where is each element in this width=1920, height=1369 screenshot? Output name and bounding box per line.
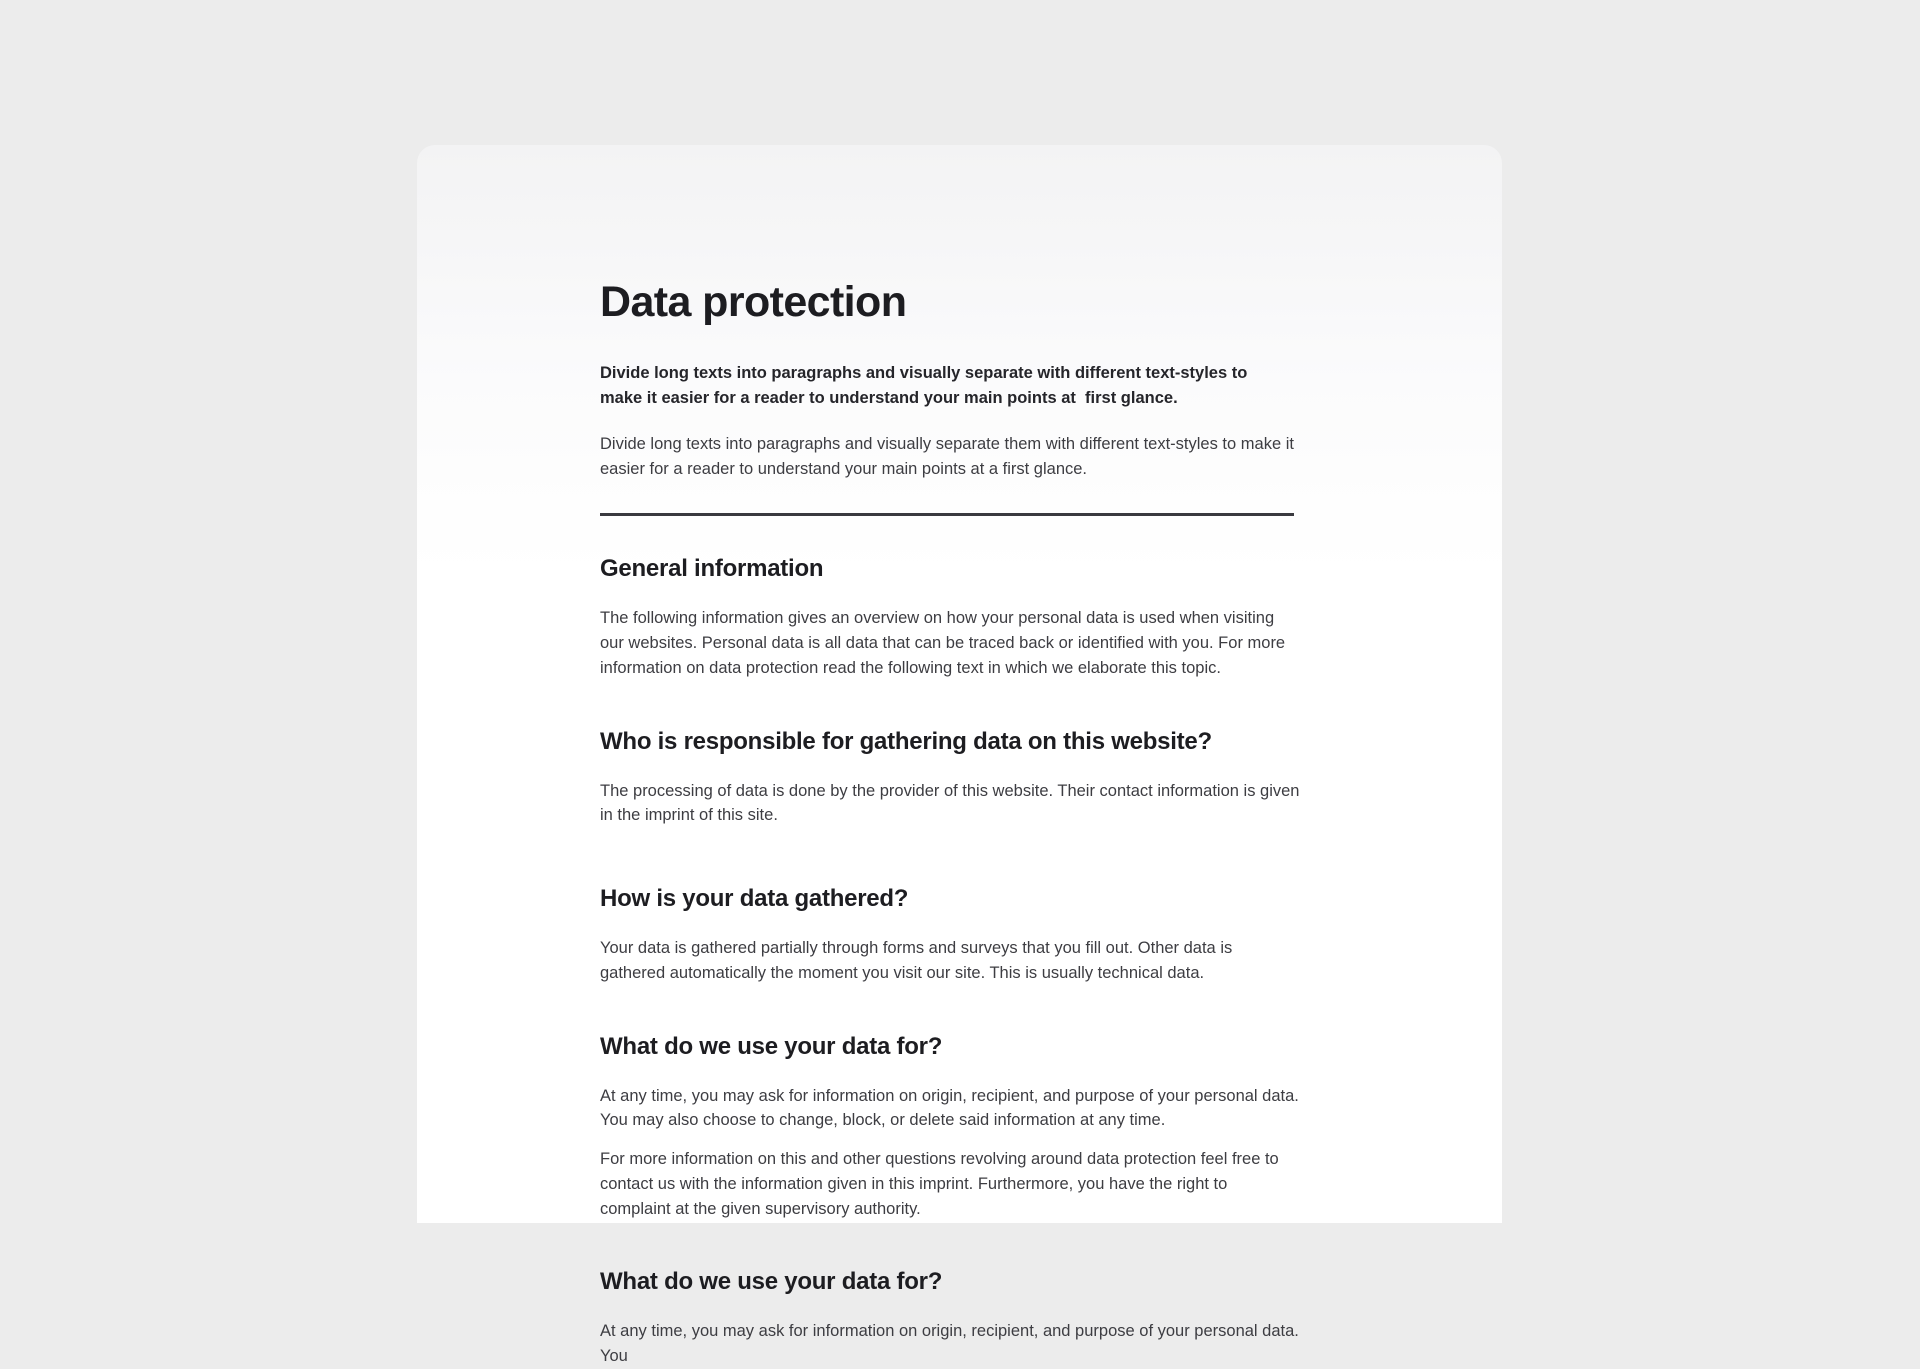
- paragraph: Your data is gathered partially through forms and surveys that you fill out. Other data is gathered automatically the moment you visit our site. This is usually technical data.: [600, 939, 1233, 982]
- card-header-space: [417, 145, 1502, 262]
- document-content: [417, 262, 1502, 1369]
- document-page-card: [417, 145, 1502, 1366]
- divider-wrapper: [600, 481, 1316, 516]
- paragraph: At any time, you may ask for information on origin, recipient, and purpose of your personal data. You may also choose to change, block, or delete said information at any time.: [600, 1086, 1299, 1130]
- paragraph: The following information gives an overview on how your personal data is used when visiting our websites. Personal data is all data that can be traced back or identified with you. For more information on data protection read the following text in which we elaborate this topic.: [600, 609, 1286, 677]
- paragraph: The processing of data is done by the provider of this website. Their contact information is given in the imprint of this site.: [600, 781, 1300, 825]
- section-heading-how-is-data-gathered: How is your data gathered?: [600, 885, 909, 913]
- paragraph: For more information on this and other questions revolving around data protection feel free to contact us with the information given in this imprint. Furthermore, you have the right to complaint at the given supervisory authority.: [600, 1150, 1279, 1218]
- section-heading-general-information: General information: [600, 555, 824, 583]
- section-heading-what-do-we-use-data-for: What do we use your data for?: [600, 1032, 943, 1060]
- lead-bold-paragraph: Divide long texts into paragraphs and visually separate with different text-styles to make it easier for a reader to understand your main points at first glance.: [600, 364, 1252, 407]
- page-title: Data protection: [600, 278, 907, 326]
- section-body-what-do-we-use-data-for-2: [600, 1297, 1316, 1369]
- section-body-what-do-we-use-data-for: [600, 1062, 1316, 1222]
- section-body-how-is-data-gathered: [600, 914, 1316, 986]
- paragraph: At any time, you may ask for information on origin, recipient, and purpose of your personal data. You: [600, 1322, 1299, 1366]
- section-heading-what-do-we-use-data-for-2: What do we use your data for?: [600, 1268, 943, 1296]
- lead-paragraph: Divide long texts into paragraphs and visually separate them with different text-styles to make it easier for a reader to understand your main points at a first glance.: [600, 434, 1294, 478]
- section-body-who-is-responsible: [600, 757, 1316, 829]
- section-body-general-information: [600, 584, 1316, 680]
- section-heading-who-is-responsible: Who is responsible for gathering data on this website?: [600, 727, 1212, 755]
